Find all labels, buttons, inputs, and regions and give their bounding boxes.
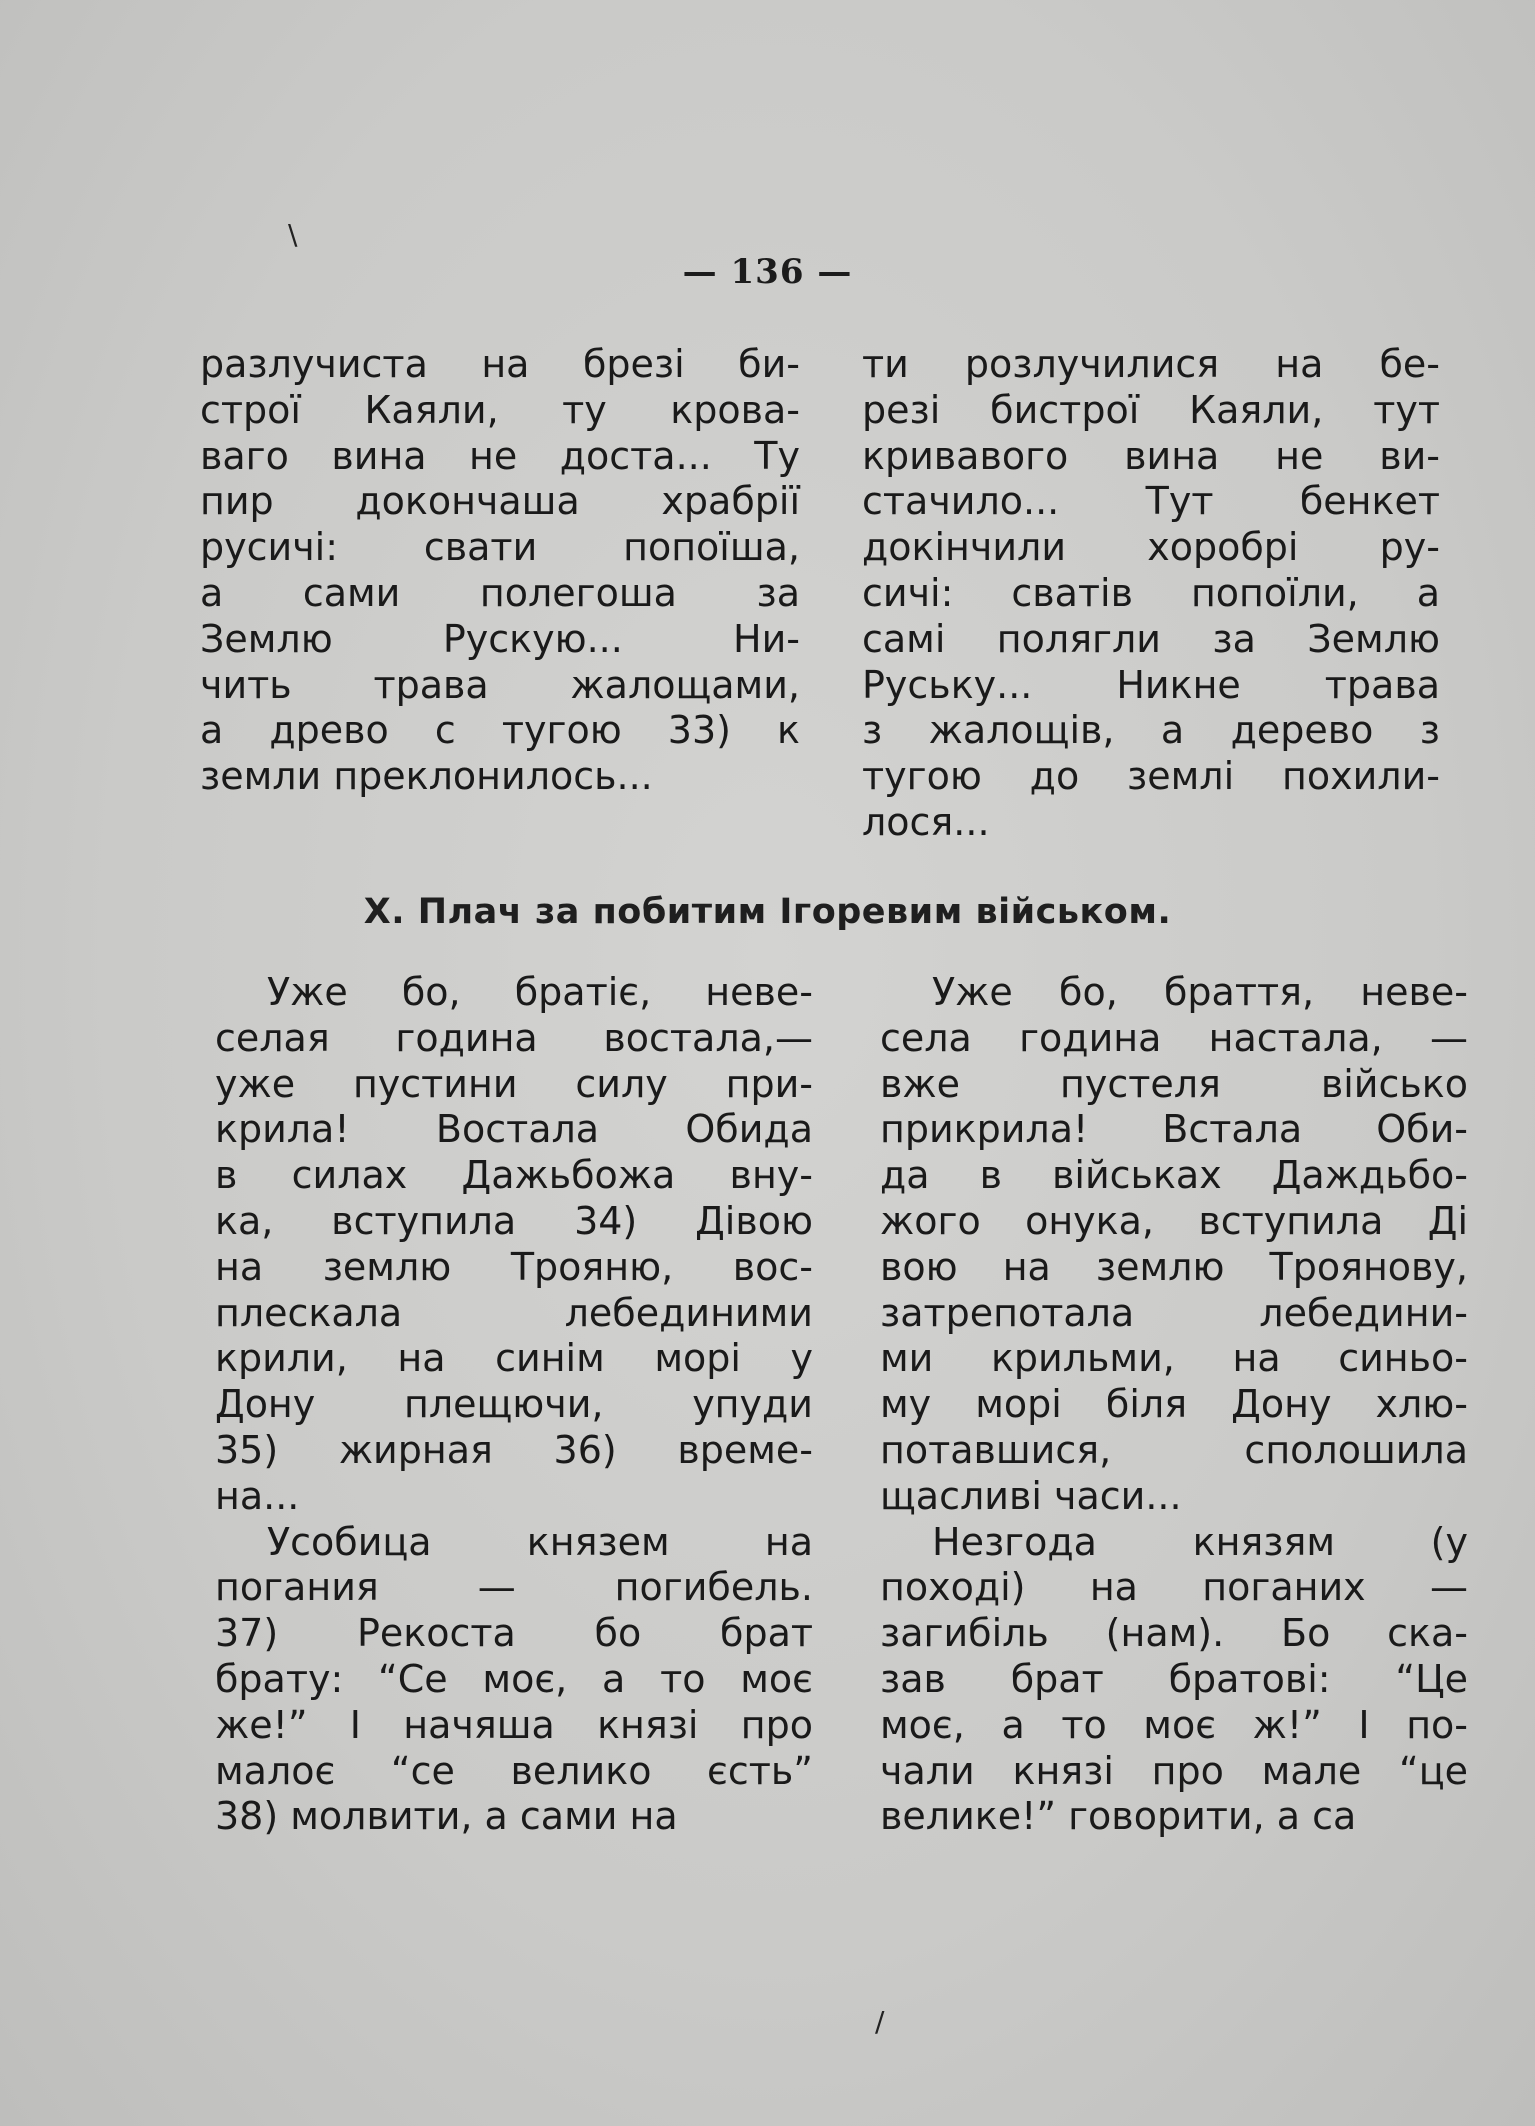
text-line: строї Каяли, ту крова- (200, 387, 800, 432)
text-line: з жалощів, а дерево з (862, 708, 1440, 753)
text-line: пир докончаша храбрії (200, 479, 800, 524)
text-line: погания — погибель. (215, 1565, 813, 1610)
text-line: щасливі часи... (880, 1473, 1182, 1518)
text-line: зав брат братові: “Це (880, 1656, 1468, 1701)
text-line: ваго вина не доста... Ту (200, 433, 800, 478)
text-line: а сами полегоша за (200, 570, 800, 615)
text-line: 38) молвити, а сами на (215, 1794, 678, 1839)
text-line: селая година востала,— (215, 1015, 813, 1060)
section-heading: X. Плач за побитим Ігоревим військом. (363, 892, 1172, 932)
section2-right-column (880, 970, 1468, 1840)
page-number: — 136 — (682, 252, 853, 292)
text-line: 35) жирная 36) време- (215, 1427, 813, 1472)
text-line: жого онука, вступила Ді (880, 1198, 1468, 1243)
text-line: Землю Рускую... Ни- (200, 616, 800, 661)
text-line: чали князі про мале “це (880, 1748, 1468, 1793)
text-line: Незгода князям (у (932, 1519, 1468, 1564)
text-line: сичі: сватів попоїли, а (862, 570, 1440, 615)
text-line: плескала лебединими (215, 1290, 813, 1335)
text-line: Дону плещючи, упуди (215, 1382, 813, 1427)
text-line: тугою до землі похили- (862, 754, 1440, 799)
scan-speck-mark: \ (288, 218, 298, 251)
text-line: вою на землю Троянову, (880, 1244, 1468, 1289)
text-line: а древо с тугою 33) к (200, 708, 800, 753)
text-line: крили, на синім морі у (215, 1336, 813, 1381)
text-line: стачило... Тут бенкет (862, 479, 1440, 524)
section2-left-column (215, 970, 813, 1840)
text-line: Уже бо, братіє, неве- (267, 970, 813, 1014)
text-line: крила! Востала Обида (215, 1107, 813, 1152)
text-line: ка, вступила 34) Дівою (215, 1198, 813, 1243)
text-line: загибіль (нам). Бо ска- (880, 1611, 1468, 1656)
text-line: затрепотала лебедини- (880, 1290, 1468, 1335)
text-line: да в військах Даждьбо- (880, 1153, 1468, 1198)
text-line: му морі біля Дону хлю- (880, 1382, 1468, 1427)
text-line: моє, а то моє ж!” І по- (880, 1702, 1468, 1747)
text-line: лося... (862, 799, 990, 844)
text-line: вже пустеля військо (880, 1061, 1468, 1106)
text-line: земли преклонилось... (200, 754, 653, 799)
text-line: села година настала, — (880, 1015, 1468, 1060)
text-line: русичі: свати попоїша, (200, 525, 800, 570)
text-line: ми крильми, на синьо- (880, 1336, 1468, 1381)
text-line: самі полягли за Землю (862, 616, 1440, 661)
section1-left-column (200, 342, 800, 800)
text-line: кривавого вина не ви- (862, 433, 1440, 478)
text-line: малоє “се велико єсть” (215, 1748, 813, 1793)
text-line: Усобица князем на (267, 1519, 813, 1564)
text-line: поході) на поганих — (880, 1565, 1468, 1610)
text-line: прикрила! Встала Оби- (880, 1107, 1468, 1152)
text-line: Руську... Никне трава (862, 662, 1440, 707)
text-line: потавшися, сполошила (880, 1427, 1468, 1472)
text-line: разлучиста на брезі би- (200, 342, 800, 386)
text-line: резі бистрої Каяли, тут (862, 387, 1440, 432)
text-line: на... (215, 1473, 300, 1518)
section1-right-column (862, 342, 1440, 846)
text-line: уже пустини силу при- (215, 1061, 813, 1106)
text-line: чить трава жалощами, (200, 662, 800, 707)
text-line: на землю Трояню, вос- (215, 1244, 813, 1289)
text-line: брату: “Се моє, а то моє (215, 1656, 813, 1701)
text-line: велике!” говорити, а са (880, 1794, 1357, 1839)
scan-speck-mark: / (875, 2005, 885, 2038)
text-line: в силах Дажьбожа вну- (215, 1153, 813, 1198)
text-line: докінчили хоробрі ру- (862, 525, 1440, 570)
text-line: ти розлучилися на бе- (862, 342, 1440, 386)
text-line: 37) Рекоста бо брат (215, 1611, 813, 1656)
text-line: Уже бо, браття, неве- (932, 970, 1468, 1014)
text-line: же!” І начяша князі про (215, 1702, 813, 1747)
